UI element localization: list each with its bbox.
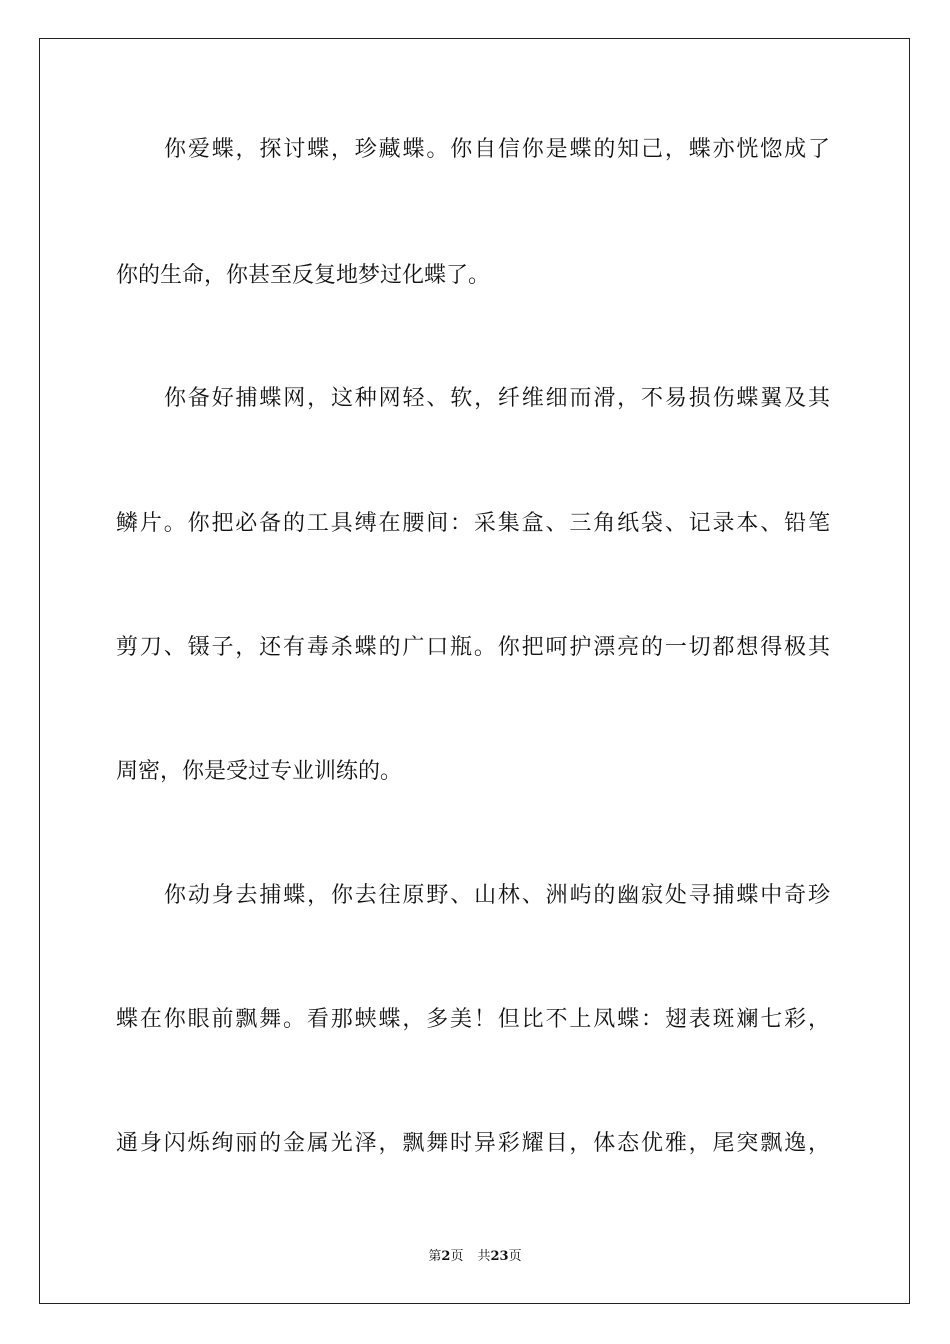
paragraph-line-2: 你的生命，你甚至反复地梦过化蝶了。 [116, 263, 491, 288]
page-border [39, 38, 910, 1304]
paragraph-line-5: 剪刀、镊子，还有毒杀蝶的广口瓶。你把呵护漂亮的一切都想得极其 [116, 635, 830, 660]
paragraph-line-1: 你爱蝶，探讨蝶，珍藏蝶。你自信你是蝶的知己，蝶亦恍惚成了 [164, 137, 830, 162]
page-footer [0, 1249, 950, 1265]
paragraph-line-7: 你动身去捕蝶，你去往原野、山林、洲屿的幽寂处寻捕蝶中奇珍 [164, 883, 830, 908]
total-label-prefix: 共 [477, 1249, 491, 1264]
paragraph-line-9: 通身闪烁绚丽的金属光泽，飘舞时异彩耀目，体态优雅，尾突飘逸， [116, 1131, 830, 1156]
total-label-suffix: 页 [508, 1249, 522, 1264]
total-pages: 23 [490, 1249, 509, 1264]
page-label-suffix: 页 [450, 1249, 464, 1264]
paragraph-line-4: 鳞片。你把必备的工具缚在腰间：采集盒、三角纸袋、记录本、铅笔 [116, 511, 830, 536]
page-number: 2 [441, 1249, 451, 1264]
paragraph-line-8: 蝶在你眼前飘舞。看那蛱蝶，多美！但比不上凤蝶：翅表斑斓七彩， [116, 1007, 830, 1032]
paragraph-line-3: 你备好捕蝶网，这种网轻、软，纤维细而滑，不易损伤蝶翼及其 [164, 386, 830, 411]
page-label-prefix: 第 [428, 1249, 442, 1264]
paragraph-line-6: 周密，你是受过专业训练的。 [116, 759, 403, 784]
